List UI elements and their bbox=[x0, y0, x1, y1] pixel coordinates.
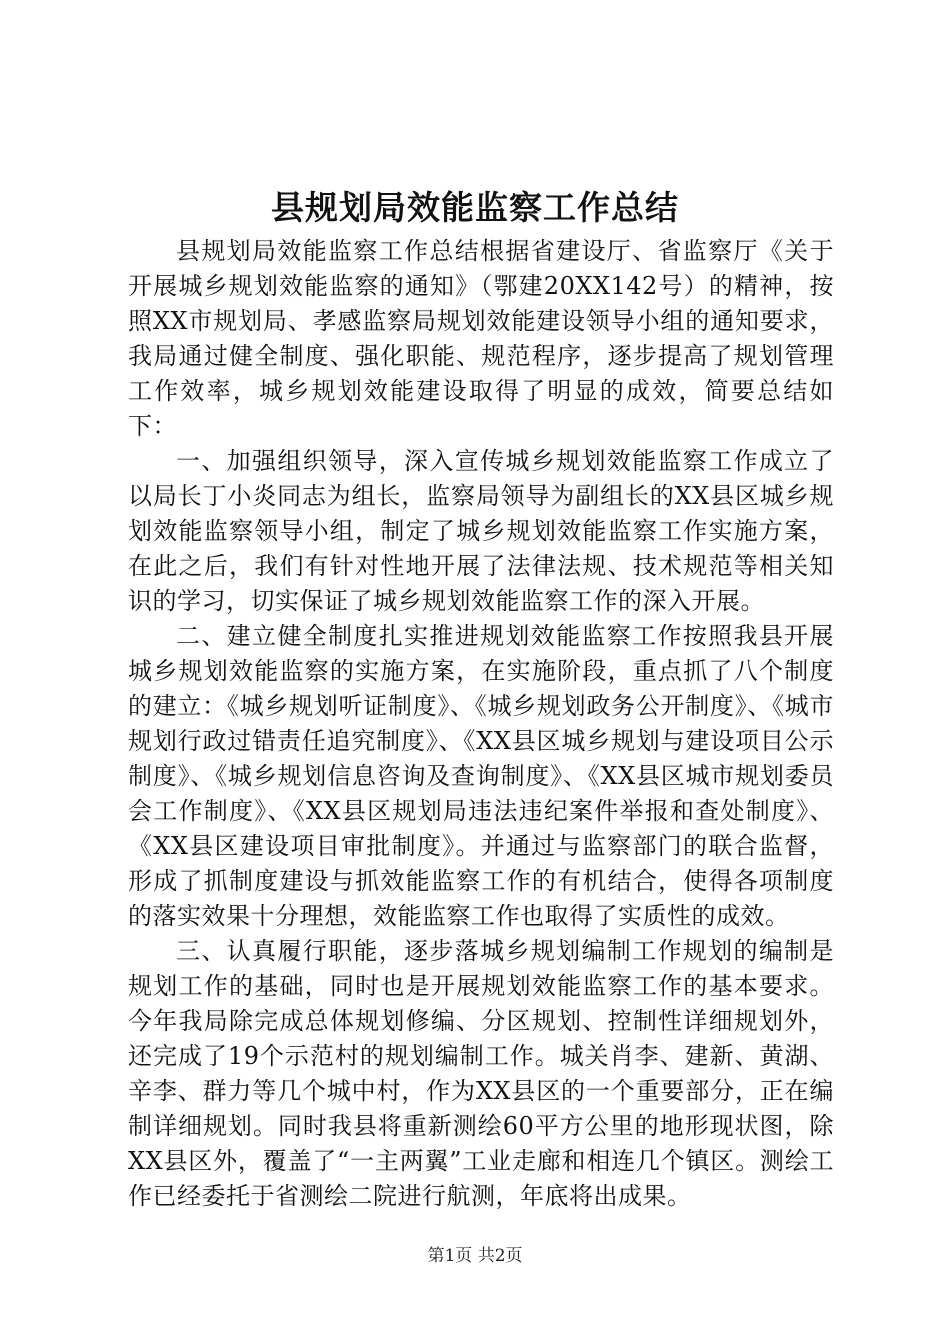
page-number-footer: 第1页 共2页 bbox=[427, 1246, 523, 1266]
document-title: 县规划局效能监察工作总结 bbox=[271, 188, 679, 227]
paragraph-section-2: 二、建立健全制度扎实推进规划效能监察工作按照我县开展城乡规划效能监察的实施方案，在实施阶段，重点抓了八个制度的建立：《城乡规划听证制度》、《城乡规划政务公开制度》、《城市规划行政过错责任追究制度》、《XX县区城乡规划与建设项目公示制度》、《城乡规划信息咨询及查询制度》、《XX县区城市规划委员会工作制度》、《XX县区规划局违法违纪案件举报和查处制度》、《XX县区建设项目审批制度》。并通过与监察部门的联合监督，形成了抓制度建设与抓效能监察工作的有机结合，使得各项制度的落实效果十分理想，效能监察工作也取得了实质性的成效。 bbox=[128, 622, 834, 930]
paragraph-section-1: 一、加强组织领导，深入宣传城乡规划效能监察工作成立了以局长丁小炎同志为组长，监察局领导为副组长的XX县区城乡规划效能监察领导小组，制定了城乡规划效能监察工作实施方案，在此之后，我们有针对性地开展了法律法规、技术规范等相关知识的学习，切实保证了城乡规划效能监察工作的深入开展。 bbox=[128, 447, 834, 615]
paragraph-section-3: 三、认真履行职能，逐步落城乡规划编制工作规划的编制是规划工作的基础，同时也是开展规划效能监察工作的基本要求。今年我局除完成总体规划修编、分区规划、控制性详细规划外，还完成了19个示范村的规划编制工作。城关肖李、建新、黄湖、辛李、群力等几个城中村，作为XX县区的一个重要部分，正在编制详细规划。同时我县将重新测绘60平方公里的地形现状图，除XX县区外，覆盖了“一主两翼”工业走廊和相连几个镇区。测绘工作已经委托于省测绘二院进行航测，年底将出成果。 bbox=[128, 937, 834, 1210]
paragraph-intro: 县规划局效能监察工作总结根据省建设厅、省监察厅《关于开展城乡规划效能监察的通知》（鄂建20XX142号）的精神，按照XX市规划局、孝感监察局规划效能建设领导小组的通知要求，我局通过健全制度、强化职能、规范程序，逐步提高了规划管理工作效率，城乡规划效能建设取得了明显的成效，简要总结如下： bbox=[128, 237, 834, 440]
document-body bbox=[128, 234, 834, 1214]
